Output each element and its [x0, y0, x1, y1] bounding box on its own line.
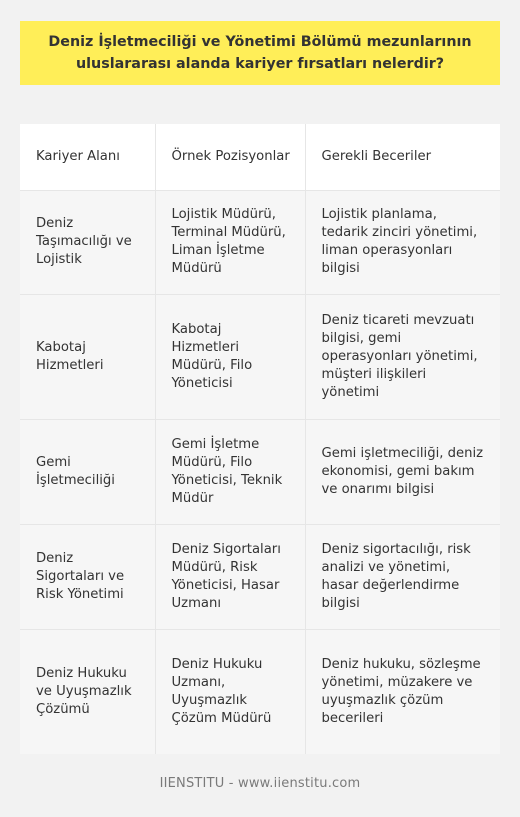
cell-career-area: Deniz Hukuku ve Uyuşmazlık Çözümü: [20, 629, 155, 754]
cell-career-area: Kabotaj Hizmetleri: [20, 294, 155, 419]
table-row: [20, 629, 500, 754]
table-header-row: [20, 124, 500, 190]
table-row: [20, 524, 500, 629]
career-table: [20, 124, 500, 754]
cell-example-positions: Deniz Hukuku Uzmanı, Uyuşmazlık Çözüm Müdürü: [155, 629, 305, 754]
header-career-area: Kariyer Alanı: [20, 124, 155, 190]
cell-career-area: Gemi İşletmeciliği: [20, 419, 155, 524]
cell-example-positions: Kabotaj Hizmetleri Müdürü, Filo Yöneticisi: [155, 294, 305, 419]
cell-required-skills: Deniz ticareti mevzuatı bilgisi, gemi operasyonları yönetimi, müşteri ilişkileri yönetimi: [305, 294, 500, 419]
cell-required-skills: Lojistik planlama, tedarik zinciri yönetimi, liman operasyonları bilgisi: [305, 190, 500, 294]
cell-required-skills: Gemi işletmeciliği, deniz ekonomisi, gemi bakım ve onarımı bilgisi: [305, 419, 500, 524]
page-title-banner: [20, 21, 500, 85]
cell-career-area: Deniz Sigortaları ve Risk Yönetimi: [20, 524, 155, 629]
cell-required-skills: Deniz sigortacılığı, risk analizi ve yönetimi, hasar değerlendirme bilgisi: [305, 524, 500, 629]
header-example-positions: Örnek Pozisyonlar: [155, 124, 305, 190]
cell-example-positions: Lojistik Müdürü, Terminal Müdürü, Liman İşletme Müdürü: [155, 190, 305, 294]
cell-required-skills: Deniz hukuku, sözleşme yönetimi, müzakere ve uyuşmazlık çözüm becerileri: [305, 629, 500, 754]
footer-source: IIENSTITU - www.iienstitu.com: [159, 776, 361, 791]
career-table-container: [20, 124, 500, 754]
table-row: [20, 419, 500, 524]
cell-example-positions: Gemi İşletme Müdürü, Filo Yöneticisi, Teknik Müdür: [155, 419, 305, 524]
cell-career-area: Deniz Taşımacılığı ve Lojistik: [20, 190, 155, 294]
table-row: [20, 294, 500, 419]
page-title: Deniz İşletmeciliği ve Yönetimi Bölümü mezunlarının uluslararası alanda kariyer fırsatları nelerdir?: [48, 34, 472, 72]
header-required-skills: Gerekli Beceriler: [305, 124, 500, 190]
cell-example-positions: Deniz Sigortaları Müdürü, Risk Yöneticisi, Hasar Uzmanı: [155, 524, 305, 629]
table-row: [20, 190, 500, 294]
